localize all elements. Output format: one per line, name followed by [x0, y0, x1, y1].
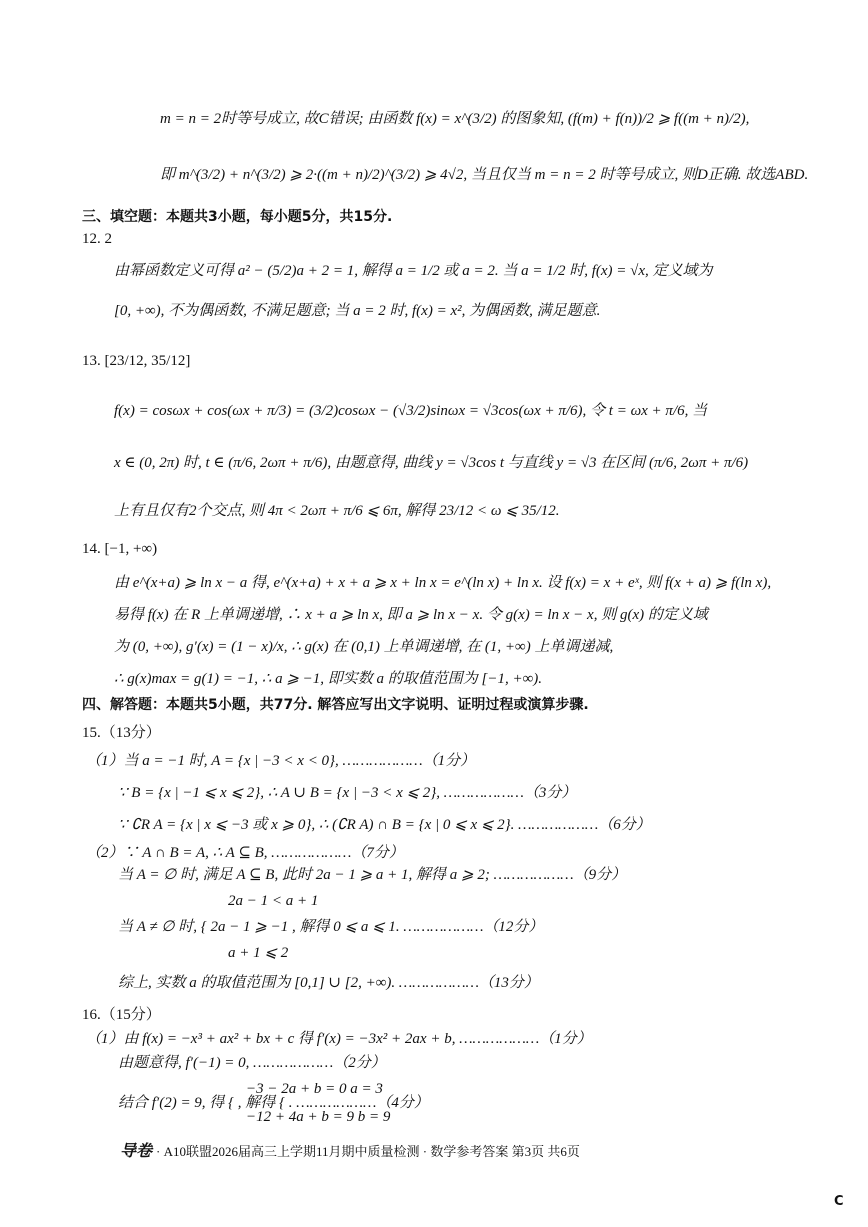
- q14-line-3: 为 (0, +∞), g′(x) = (1 − x)/x, ∴ g(x) 在 (0,1) 上单调递增, 在 (1, +∞) 上单调递减,: [114, 639, 614, 655]
- q15-part2-line-3: 当 A ≠ ∅ 时, { 2a − 1 ⩾ −1 , 解得 0 ⩽ a ⩽ 1. ………………（12分）: [118, 919, 544, 935]
- q14-line-1: 由 e^(x+a) ⩾ ln x − a 得, e^(x+a) + x + a ⩾ x + ln x = e^(ln x) + ln x. 设 f(x) = x + eˣ, 则 f(x + a) ⩾ f(ln x),: [114, 575, 772, 591]
- q13-line-1: f(x) = cosωx + cos(ωx + π/3) = (3/2)cosωx − (√3/2)sinωx = √3cos(ωx + π/6), 令 t = ωx + π/6, 当: [114, 403, 708, 419]
- line-2: 即 m^(3/2) + n^(3/2) ⩾ 2·((m + n)/2)^(3/2) ⩾ 4√2, 当且仅当 m = n = 2 时等号成立, 则D正确. 故选ABD.: [160, 167, 809, 183]
- q15-part2-line-2: 当 A = ∅ 时, 满足 A ⊆ B, 此时 2a − 1 ⩾ a + 1, 解得 a ⩾ 2; ………………（9分）: [118, 867, 627, 883]
- q15-part2-line-1: （2）∵ A ∩ B = A, ∴ A ⊆ B, ………………（7分）: [86, 845, 404, 861]
- q14-answer: 14. [−1, +∞): [82, 541, 158, 557]
- q14-line-2: 易得 f(x) 在 R 上单调递增, ∴ x + a ⩾ ln x, 即 a ⩾ ln x − x. 令 g(x) = ln x − x, 则 g(x) 的定义域: [114, 607, 708, 623]
- q15-conclusion: 综上, 实数 a 的取值范围为 [0,1] ∪ [2, +∞). ………………（13分）: [118, 975, 539, 991]
- q16-line-2: 由题意得, f′(−1) = 0, ………………（2分）: [118, 1055, 386, 1071]
- q13-answer: 13. [23/12, 35/12]: [82, 353, 191, 369]
- q13-line-3: 上有且仅有2个交点, 则 4π < 2ωπ + π/6 ⩽ 6π, 解得 23/12 < ω ⩽ 35/12.: [114, 503, 560, 519]
- q15-system-row-3: a + 1 ⩽ 2: [228, 945, 289, 961]
- corner-mark: C: [834, 1194, 844, 1209]
- footer-text: · A10联盟2026届高三上学期11月期中质量检测 · 数学参考答案 第3页 共6页: [156, 1144, 580, 1159]
- q15-part1-line-1: （1）当 a = −1 时, A = {x | −3 < x < 0}, ………………（1分）: [86, 753, 476, 769]
- brand-logo: 导卷: [120, 1143, 153, 1160]
- q12-line-1: 由幂函数定义可得 a² − (5/2)a + 2 = 1, 解得 a = 1/2 或 a = 2. 当 a = 1/2 时, f(x) = √x, 定义域为: [114, 263, 713, 279]
- q16-heading: 16.（15分）: [82, 1007, 161, 1023]
- q15-system-row-1: 2a − 1 < a + 1: [228, 893, 319, 909]
- q15-part1-line-3: ∵ ∁R A = {x | x ⩽ −3 或 x ⩾ 0}, ∴ (∁R A) ∩ B = {x | 0 ⩽ x ⩽ 2}. ………………（6分）: [118, 817, 651, 833]
- q12-line-2: [0, +∞), 不为偶函数, 不满足题意; 当 a = 2 时, f(x) = x², 为偶函数, 满足题意.: [114, 303, 601, 319]
- q16-system-row-2: −12 + 4a + b = 9 b = 9: [246, 1109, 391, 1125]
- q15-part1-line-2: ∵ B = {x | −1 ⩽ x ⩽ 2}, ∴ A ∪ B = {x | −3 < x ⩽ 2}, ………………（3分）: [118, 785, 577, 801]
- section-four-heading: 四、解答题：本题共5小题，共77分. 解答应写出文字说明、证明过程或演算步骤.: [82, 697, 589, 713]
- q13-line-2: x ∈ (0, 2π) 时, t ∈ (π/6, 2ωπ + π/6), 由题意得, 曲线 y = √3cos t 与直线 y = √3 在区间 (π/6, 2ωπ + π/6): [114, 455, 749, 471]
- q14-line-4: ∴ g(x)max = g(1) = −1, ∴ a ⩾ −1, 即实数 a 的取值范围为 [−1, +∞).: [114, 671, 543, 687]
- line-1: m = n = 2时等号成立, 故C错误; 由函数 f(x) = x^(3/2) 的图象知, (f(m) + f(n))/2 ⩾ f((m + n)/2),: [160, 111, 750, 127]
- section-three-heading: 三、填空题：本题共3小题，每小题5分，共15分.: [82, 209, 393, 225]
- q16-line-1: （1）由 f(x) = −x³ + ax² + bx + c 得 f′(x) = −3x² + 2ax + b, ………………（1分）: [86, 1031, 592, 1047]
- page-footer: [120, 1138, 580, 1161]
- q12-answer: 12. 2: [82, 231, 112, 247]
- q15-heading: 15.（13分）: [82, 725, 161, 741]
- q16-line-3: 结合 f′(2) = 9, 得 { , 解得 { . ………………（4分）: [118, 1095, 429, 1111]
- q16-system-row-1: −3 − 2a + b = 0 a = 3: [246, 1081, 383, 1097]
